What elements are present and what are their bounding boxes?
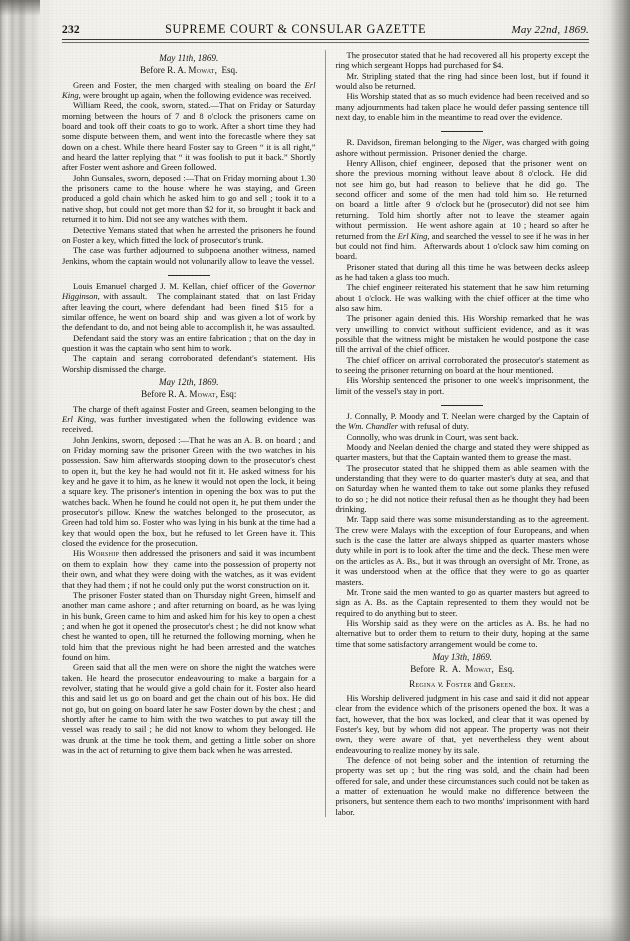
paragraph: Moody and Neelan denied the charge and stated they were shipped as quarter masters, but that the Captain wanted them to grease the mast. bbox=[335, 442, 589, 463]
paragraph: Prisoner stated that during all this time he was between decks asleep as he had taken a glass too much. bbox=[335, 261, 589, 282]
page-edge-bottom bbox=[0, 915, 630, 941]
two-column-body bbox=[62, 50, 589, 817]
case-caption: Regina v. Foster and Green. bbox=[409, 678, 516, 689]
paragraph: Green said that all the men were on shore the night the watches were taken. He heard the prosecutor endeavouring to make a bargain for a revolver, stating that he would give a gold chain for it. Foster also heard this and said let us go on board and get the chain out of his box. He did not go, but on going on board later he saw Foster down by the chest ; and shortly after he came to him with the two watches to put away till the vessel was ready to sail ; he did not know to whom they belonged. He was drunk at the time he took them, and getting a little sober on shore was in the act of returning to give them back when he was arrested. bbox=[62, 662, 316, 755]
issue-date: May 22nd, 1869. bbox=[511, 24, 589, 36]
publication-title: SUPREME COURT & CONSULAR GAZETTE bbox=[165, 22, 427, 36]
session-presiding-2: Before R. A. Mowat, Esq: bbox=[141, 389, 237, 400]
left-column bbox=[62, 50, 325, 817]
session-date-may-12: May 12th, 1869. bbox=[158, 376, 219, 387]
section-separator bbox=[336, 127, 590, 132]
paragraph: Mr. Stripling stated that the ring had since been lost, but if found it would also be returned. bbox=[335, 70, 589, 92]
header-rule bbox=[62, 39, 589, 43]
paragraph: The captain and serang corroborated defendant's statement. His Worship dismissed the charge. bbox=[62, 353, 316, 374]
paragraph: Green and Foster, the men charged with stealing on board the Erl King, were brought up again, when the following evidence was received. bbox=[62, 79, 316, 101]
paragraph: His Worship sentenced the prisoner to one week's imprisonment, the limit of the vessel's stay in port. bbox=[335, 375, 589, 396]
paragraph: His Worship then addressed the prisoners and said it was incumbent on them to explain how they came into the possession of property not their own, and what they were doing with the watches, as it was evident that they had them ; if not he could only put the worst construction on it. bbox=[62, 548, 316, 590]
paragraph: William Reed, the cook, sworn, stated.—That on Friday or Saturday morning between the hours of 7 and 8 o'clock the prisoners came on board and took off their coats to go to work. After a short time they had some dispute between them, and went into the forecastle where they sat down on a chest. While there heard Foster say to Green “ it is all right,” and heard the latter replying that “ it was foolish to put it back.” Shortly after Foster went ashore and Green followed. bbox=[62, 100, 316, 173]
book-gutter-shadow bbox=[0, 0, 54, 941]
session-presiding-1: Before R. A. Mowat, Esq. bbox=[140, 65, 238, 76]
session-date-may-13: May 13th, 1869. bbox=[432, 651, 493, 662]
paragraph: The prosecutor stated that he shipped them as able seamen with the understanding that they were to do quarter master's duty at sea, and that on Saturday when he wanted them to take out some planks they refused to do so ; he did not notice their refusal then as he thought they had been drinking. bbox=[335, 462, 589, 515]
paragraph: Louis Emanuel charged J. M. Kellan, chief officer of the Governor Higginson, with assault. The complainant stated that on last Friday after leaving the court, where defendant had been fined $15 for a similar offence, he went on board ship and was given a lot of work by the defendant to do, and not being able to accomplish it, he was assaulted. bbox=[62, 280, 316, 333]
page-number: 232 bbox=[62, 24, 80, 36]
paragraph: J. Connally, P. Moody and T. Neelan were charged by the Captain of the Wm. Chandler with refusal of duty. bbox=[335, 411, 589, 432]
paragraph: The prosecutor stated that he had recovered all his property except the ring which sergeant Hopps had purchased for $4. bbox=[335, 50, 589, 71]
paragraph: Mr. Tapp said there was some misunderstanding as to the agreement. The crew were Malays with the exception of four Europeans, and when such is the case the latter are always shipped as quarter masters whose duty while in port is to look after the time and the deck. These men were on the articles as A. Bs., but it was through an oversight of Mr. Trone, as it was understood when at the office that they were to go as quarter masters. bbox=[335, 514, 589, 587]
paragraph: Henry Allison, chief engineer, deposed that the prisoner went on shore the previous morning without leave about 8 o'clock. He did not see him go, but had reason to believe that he did go. The second officer and some of the men had told him so. He returned on board a little after 9 o'clock but he (prosecutor) did not see him returning. Told him shortly after not to leave the steamer again without permission. He went ashore again at 10 ; heard so after he returned from the Erl King, and searched the vessel to see if he was in her but could not find him. Afterwards about 1 o'clock saw him coming on board. bbox=[335, 158, 589, 262]
running-head bbox=[62, 22, 589, 37]
paragraph: The charge of theft against Foster and Green, seamen belonging to the Erl King, was further investigated when the following evidence was received. bbox=[62, 403, 316, 435]
session-presiding-3: Before R. A. Mowat, Esq. bbox=[410, 664, 515, 675]
paragraph: John Jenkins, sworn, deposed :—That he was an A. B. on board ; and on Friday morning saw the prisoner Green with the two watches in his possession. Saw him afterwards stooping down to the prosecutor's chest to open it, but the key he had would not fit it. He asked witness for his key and he gave it to him, as he knew it would not open the lock, it being a square key. The prisoner's intention in opening the box was to put the watches back. When he found he could not open it, he put them under the prosecutor's pillow. Knew the watches belonged to the prosecutor, as Green had told him so. Foster who was lying in his bunk at the time had a key that would open the box, but he refused to let Green have it. This closed the evidence for the prosecution. bbox=[62, 434, 316, 549]
paragraph: The case was further adjourned to subpoena another witness, named Jenkins, whom the captain would not volunarily allow to leave the vessel. bbox=[62, 245, 316, 266]
paragraph: The prisoner again denied this. His Worship remarked that he was very unwilling to convict without sufficient evidence, and as it was possible that the witness might be mistaken he would postpone the case till the arrival of the chief officer. bbox=[335, 313, 589, 355]
paragraph: The defence of not being sober and the intention of returning the property was set up ; but the ring was sold, and the chain had been offered for sale, and under these circumstances such could not be taken as a matter of extenuation he would make no difference between the prisoners, but sentence them each to two months' imprisonment with hard labor. bbox=[335, 755, 589, 817]
paragraph: His Worship said as they were on the articles as A. Bs. he had no alternative but to order them to return to their duty, hoping at the same time that some satisfactory arrangement would be come to. bbox=[335, 617, 589, 649]
paragraph: The chief engineer reiterated his statement that he saw him returning about 1 o'clock. He was walking with the chief officer at the time who also saw him. bbox=[335, 282, 589, 313]
paragraph: His Worship stated that as so much evidence had been received and so many adjournments had taken place he would defer passing sentence till next day, to enable him in the meantime to read over the evidence. bbox=[335, 91, 589, 123]
paragraph: The prisoner Foster stated than on Thursday night Green, himself and another man came ashore ; and after returning on board, as he was lying in his bunk, Green came to him and asked him for his key to open a chest ; and when he got it opened the prosecutor's chest ; he did not know what chest he wanted to open, till he returned the following morning, when he told him that the previous night he had been arrested and the watches found on him. bbox=[62, 589, 316, 662]
page-edge-right bbox=[610, 0, 630, 941]
paragraph: Defendant said the story was an entire fabrication ; that on the day in question it was the captain who sent him to work. bbox=[62, 332, 316, 353]
page-content bbox=[62, 22, 589, 817]
paragraph: His Worship delivered judgment in his case and said it did not appear clear from the evidence which of the prisoners opened the box. It was a fact, however, that the box was locked, and clear that it was opened by Foster's key, but by whom did not appear. The property was not their own, they were aware of that, yet nevertheless they went about endeavouring to realize money by its sale. bbox=[335, 692, 589, 755]
paragraph: The chief officer on arrival corroborated the prosecutor's statement as to seeing the prisoner returning on board at the hour mentioned. bbox=[335, 354, 589, 375]
section-separator bbox=[62, 271, 316, 276]
session-date-may-11: May 11th, 1869. bbox=[159, 53, 219, 63]
section-separator bbox=[336, 401, 590, 406]
paragraph: Connolly, who was drunk in Court, was sent back. bbox=[346, 431, 519, 442]
paragraph: Detective Yemans stated that when he arrested the prisoners he found on Foster a key, which fitted the lock of prosecutor's trunk. bbox=[62, 224, 316, 245]
gutter-top-shadow bbox=[0, 0, 40, 16]
paragraph: R. Davidson, fireman belonging to the Niger, was charged with going ashore without permission. Prisoner denied the charge. bbox=[335, 137, 589, 158]
paragraph: Mr. Trone said the men wanted to go as quarter masters but agreed to sign as A. Bs. as the Captain represented to them they would not be required to do anything but to steer. bbox=[335, 586, 589, 618]
paragraph: John Gunsales, sworn, deposed :—That on Friday morning about 1.30 the prisoners came to the house where he was staying, and Green produced a gold chain which he asked him to go and sell ; took it to a native shop, but could not get more than $2 for it, so brought it back and returned it to him. Did not see any watches with them. bbox=[62, 172, 316, 225]
right-column bbox=[326, 50, 590, 817]
